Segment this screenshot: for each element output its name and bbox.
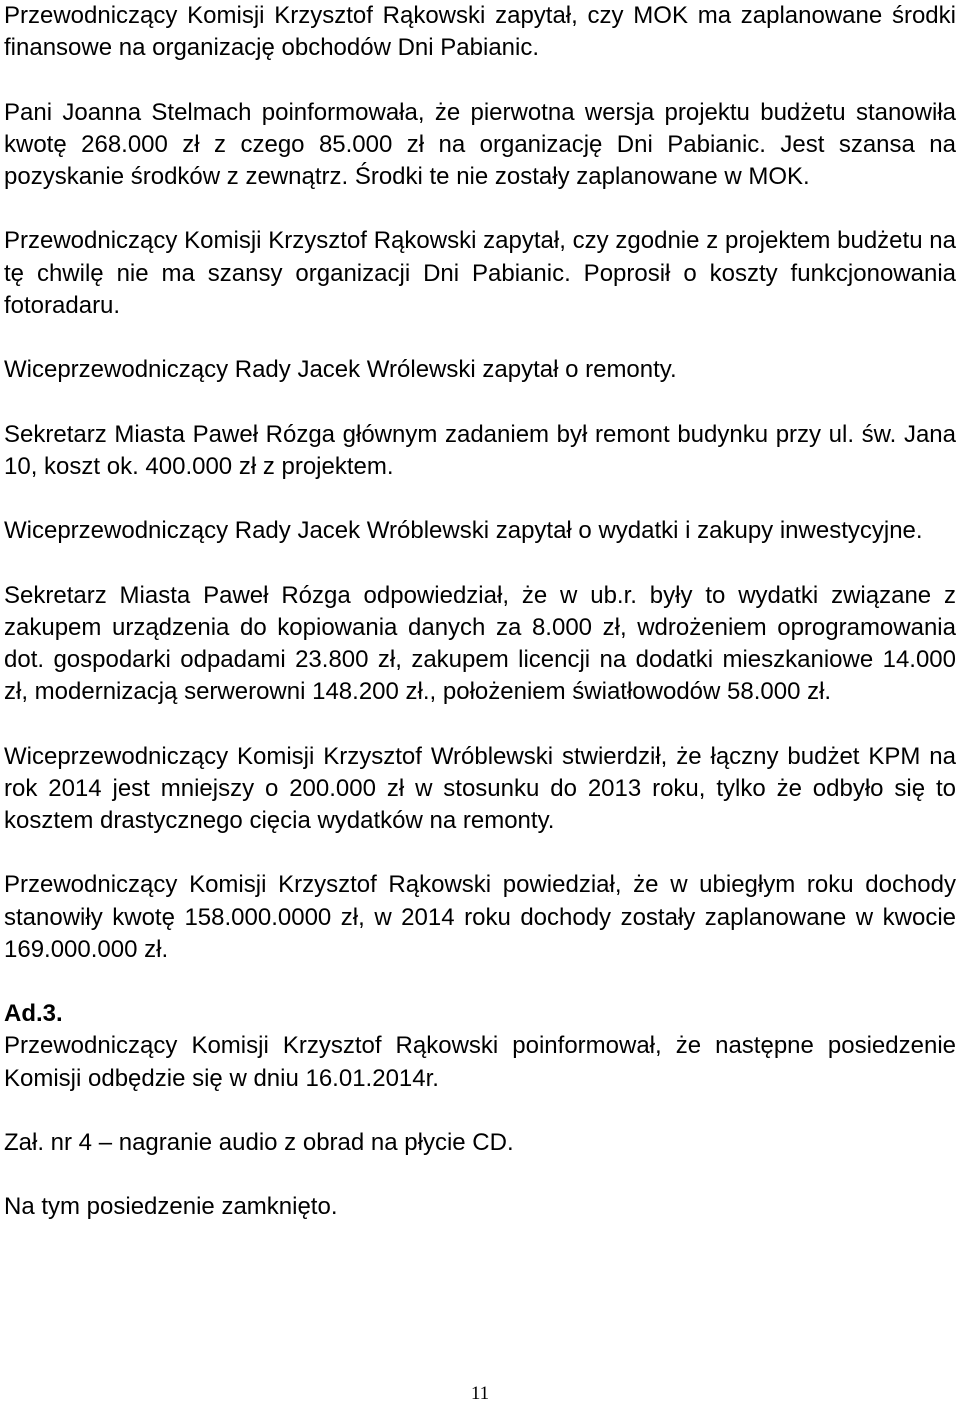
page-number: 11: [470, 1383, 490, 1404]
paragraph: Przewodniczący Komisji Krzysztof Rąkowski zapytał, czy MOK ma zaplanowane środki finansowe na organizację obchodów Dni Pabianic.: [4, 2, 956, 62]
paragraph: Przewodniczący Komisji Krzysztof Rąkowski powiedział, że w ubiegłym roku dochody stanowiły kwotę 158.000.0000 zł, w 2014 roku dochody zostały zaplanowane w kwocie 169.000.000 zł.: [4, 871, 956, 963]
paragraph: Pani Joanna Stelmach poinformowała, że pierwotna wersja projektu budżetu stanowiła kwotę 268.000 zł z czego 85.000 zł na organizację Dni Pabianic. Jest szansa na pozyskanie środków z zewnątrz. Środki te nie zostały zaplanowane w MOK.: [4, 98, 956, 190]
closing-note: Na tym posiedzenie zamknięto.: [4, 1193, 338, 1221]
section-paragraph: Przewodniczący Komisji Krzysztof Rąkowski poinformował, że następne posiedzenie Komisji odbędzie się w dniu 16.01.2014r.: [4, 1032, 956, 1092]
paragraph: Wiceprzewodniczący Komisji Krzysztof Wróblewski stwierdził, że łączny budżet KPM na rok 2014 jest mniejszy o 200.000 zł w stosunku do 2013 roku, tylko że odbyło się to kosztem drastycznego cięcia wydatków na remonty.: [4, 742, 956, 834]
paragraph: Sekretarz Miasta Paweł Rózga odpowiedział, że w ub.r. były to wydatki związane z zakupem urządzenia do kopiowania danych za 8.000 zł, wdrożeniem oprogramowania dot. gospodarki odpadami 23.800 zł, zakupem licencji na dodatki mieszkaniowe 14.000 zł, modernizacją serwerowni 148.200 zł., położeniem światłowodów 58.000 zł.: [4, 581, 956, 706]
attachment-note: Zał. nr 4 – nagranie audio z obrad na płycie CD.: [4, 1128, 514, 1156]
document-page: [4, 0, 956, 1406]
paragraph: Wiceprzewodniczący Rady Jacek Wróblewski zapytał o wydatki i zakupy inwestycyjne.: [4, 517, 923, 545]
section-heading: Ad.3.: [4, 1000, 63, 1028]
paragraph: Wiceprzewodniczący Rady Jacek Wrólewski zapytał o remonty.: [4, 356, 677, 384]
paragraph: Sekretarz Miasta Paweł Rózga głównym zadaniem był remont budynku przy ul. św. Jana 10, koszt ok. 400.000 zł z projektem.: [4, 420, 956, 480]
paragraph: Przewodniczący Komisji Krzysztof Rąkowski zapytał, czy zgodnie z projektem budżetu na tę chwilę nie ma szansy organizacji Dni Pabianic. Poprosił o koszty funkcjonowania fotoradaru.: [4, 227, 956, 319]
